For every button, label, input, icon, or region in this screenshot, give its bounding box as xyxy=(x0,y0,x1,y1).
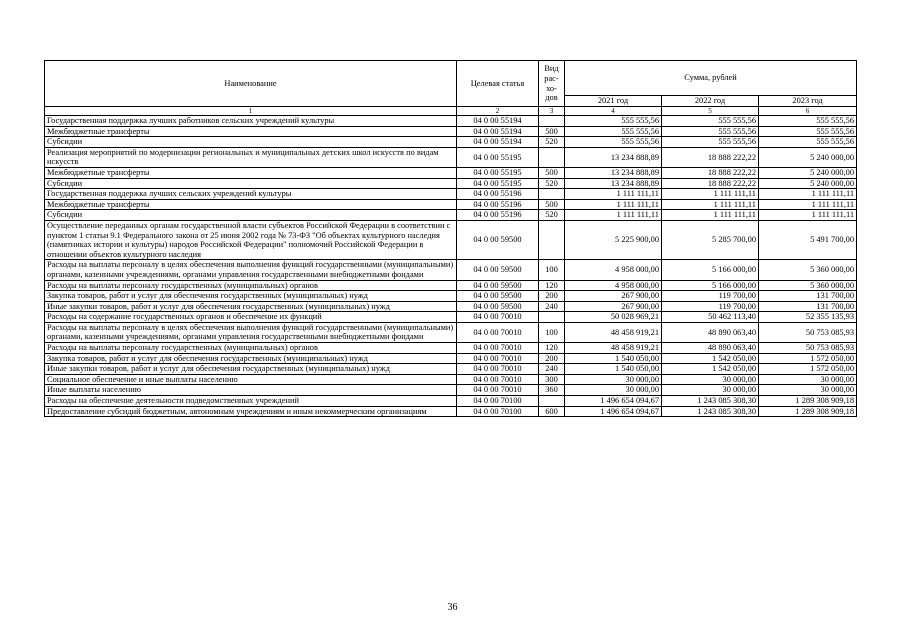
table-row xyxy=(45,147,857,167)
row-target-code: 04 0 00 70010 xyxy=(457,312,539,323)
row-sum-2022: 1 111 111,11 xyxy=(662,210,759,221)
row-sum-2023: 1 111 111,11 xyxy=(759,199,857,210)
table-row xyxy=(45,210,857,221)
row-expense-type: 300 xyxy=(539,374,565,385)
row-expense-type: 100 xyxy=(539,260,565,280)
page-number: 36 xyxy=(447,602,458,613)
row-sum-2022: 119 700,00 xyxy=(662,291,759,302)
row-expense-type: 500 xyxy=(539,126,565,137)
table-row xyxy=(45,364,857,375)
row-expense-type: 520 xyxy=(539,137,565,148)
row-sum-2023: 1 111 111,11 xyxy=(759,210,857,221)
header-target: Целевая статья xyxy=(457,61,539,107)
row-name: Закупка товаров, работ и услуг для обеспечения государственных (муниципальных) нужд xyxy=(45,291,457,302)
row-expense-type: 600 xyxy=(539,406,565,417)
row-sum-2021: 555 555,56 xyxy=(565,126,662,137)
row-expense-type: 520 xyxy=(539,178,565,189)
row-expense-type xyxy=(539,116,565,127)
row-expense-type xyxy=(539,396,565,407)
row-name: Иные закупки товаров, работ и услуг для обеспечения государственных (муниципальных) нужд xyxy=(45,301,457,312)
row-sum-2021: 13 234 888,89 xyxy=(565,178,662,189)
table-row xyxy=(45,137,857,148)
row-sum-2023: 52 355 135,93 xyxy=(759,312,857,323)
row-target-code: 04 0 00 70010 xyxy=(457,322,539,342)
row-expense-type: 520 xyxy=(539,210,565,221)
row-target-code: 04 0 00 55196 xyxy=(457,189,539,200)
row-sum-2022: 555 555,56 xyxy=(662,116,759,127)
row-target-code: 04 0 00 55196 xyxy=(457,199,539,210)
row-expense-type: 360 xyxy=(539,385,565,396)
row-name: Предоставление субсидий бюджетным, автономным учреждениям и иным некоммерческим организациям xyxy=(45,406,457,417)
row-sum-2023: 555 555,56 xyxy=(759,126,857,137)
table-row xyxy=(45,374,857,385)
row-target-code: 04 0 00 70010 xyxy=(457,385,539,396)
row-sum-2021: 30 000,00 xyxy=(565,374,662,385)
row-target-code: 04 0 00 59500 xyxy=(457,280,539,291)
row-sum-2021: 48 458 919,21 xyxy=(565,322,662,342)
row-sum-2022: 48 890 063,40 xyxy=(662,343,759,354)
header-2021: 2021 год xyxy=(565,96,662,107)
row-sum-2021: 50 028 969,21 xyxy=(565,312,662,323)
row-sum-2021: 4 958 000,00 xyxy=(565,280,662,291)
row-sum-2021: 555 555,56 xyxy=(565,116,662,127)
row-sum-2022: 119 700,00 xyxy=(662,301,759,312)
row-sum-2023: 5 240 000,00 xyxy=(759,147,857,167)
row-name: Закупка товаров, работ и услуг для обеспечения государственных (муниципальных) нужд xyxy=(45,353,457,364)
table-row xyxy=(45,301,857,312)
header-row xyxy=(45,61,857,96)
row-name: Расходы на выплаты персоналу в целях обеспечения выполнения функций государственными (муниципальными) органами, казенными учреждениями, органами управления государственными внебюджетными фондами xyxy=(45,322,457,342)
row-expense-type: 100 xyxy=(539,322,565,342)
row-name: Государственная поддержка лучших работников сельских учреждений культуры xyxy=(45,116,457,127)
row-target-code: 04 0 00 55194 xyxy=(457,126,539,137)
row-sum-2022: 1 542 050,00 xyxy=(662,364,759,375)
row-sum-2023: 30 000,00 xyxy=(759,374,857,385)
row-target-code: 04 0 00 59500 xyxy=(457,260,539,280)
row-name: Межбюджетные трансферты xyxy=(45,167,457,178)
row-target-code: 04 0 00 70100 xyxy=(457,396,539,407)
row-name: Иные выплаты населению xyxy=(45,385,457,396)
row-target-code: 04 0 00 70010 xyxy=(457,374,539,385)
row-name: Субсидии xyxy=(45,137,457,148)
row-sum-2023: 1 111 111,11 xyxy=(759,189,857,200)
row-sum-2021: 267 900,00 xyxy=(565,291,662,302)
row-sum-2021: 1 540 050,00 xyxy=(565,353,662,364)
row-sum-2022: 555 555,56 xyxy=(662,126,759,137)
row-name: Субсидии xyxy=(45,210,457,221)
row-sum-2021: 13 234 888,89 xyxy=(565,167,662,178)
row-name: Государственная поддержка лучших сельских учреждений культуры xyxy=(45,189,457,200)
row-name: Расходы на обеспечение деятельности подведомственных учреждений xyxy=(45,396,457,407)
row-sum-2021: 1 540 050,00 xyxy=(565,364,662,375)
row-target-code: 04 0 00 55195 xyxy=(457,167,539,178)
table-row xyxy=(45,116,857,127)
column-index-row xyxy=(45,107,857,116)
row-sum-2021: 5 225 900,00 xyxy=(565,220,662,259)
row-sum-2021: 13 234 888,89 xyxy=(565,147,662,167)
row-sum-2021: 1 111 111,11 xyxy=(565,189,662,200)
row-target-code: 04 0 00 59500 xyxy=(457,301,539,312)
column-index: 6 xyxy=(759,107,857,116)
row-name: Иные закупки товаров, работ и услуг для обеспечения государственных (муниципальных) нужд xyxy=(45,364,457,375)
row-sum-2023: 50 753 085,93 xyxy=(759,343,857,354)
row-name: Межбюджетные трансферты xyxy=(45,199,457,210)
row-target-code: 04 0 00 55194 xyxy=(457,137,539,148)
column-index: 1 xyxy=(45,107,457,116)
table-row xyxy=(45,260,857,280)
row-sum-2023: 30 000,00 xyxy=(759,385,857,396)
table-row xyxy=(45,353,857,364)
row-target-code: 04 0 00 70010 xyxy=(457,343,539,354)
header-name: Наименование xyxy=(45,61,457,107)
table-row xyxy=(45,178,857,189)
row-name: Реализация мероприятий по модернизации региональных и муниципальных детских школ искусств по видам искусств xyxy=(45,147,457,167)
row-sum-2021: 30 000,00 xyxy=(565,385,662,396)
row-name: Расходы на выплаты персоналу государственных (муниципальных) органов xyxy=(45,280,457,291)
row-sum-2022: 1 542 050,00 xyxy=(662,353,759,364)
row-sum-2022: 18 888 222,22 xyxy=(662,178,759,189)
table-row xyxy=(45,385,857,396)
row-sum-2023: 1 572 050,00 xyxy=(759,353,857,364)
row-sum-2021: 4 958 000,00 xyxy=(565,260,662,280)
row-expense-type xyxy=(539,220,565,259)
table-body xyxy=(45,116,857,417)
row-expense-type xyxy=(539,147,565,167)
header-sum: Сумма, рублей xyxy=(565,61,857,96)
row-name: Социальное обеспечение и иные выплаты населению xyxy=(45,374,457,385)
row-target-code: 04 0 00 70010 xyxy=(457,364,539,375)
row-sum-2022: 555 555,56 xyxy=(662,137,759,148)
row-sum-2023: 5 360 000,00 xyxy=(759,260,857,280)
row-sum-2023: 1 289 308 909,18 xyxy=(759,406,857,417)
column-index: 3 xyxy=(539,107,565,116)
row-name: Расходы на выплаты персоналу в целях обеспечения выполнения функций государственными (муниципальными) органами, казенными учреждениями, органами управления государственными внебюджетными фондами xyxy=(45,260,457,280)
row-expense-type: 240 xyxy=(539,301,565,312)
row-expense-type xyxy=(539,312,565,323)
table-row xyxy=(45,280,857,291)
row-sum-2022: 5 166 000,00 xyxy=(662,280,759,291)
row-name: Межбюджетные трансферты xyxy=(45,126,457,137)
row-expense-type: 120 xyxy=(539,343,565,354)
row-sum-2021: 48 458 919,21 xyxy=(565,343,662,354)
row-expense-type: 500 xyxy=(539,199,565,210)
table-row xyxy=(45,199,857,210)
row-expense-type: 200 xyxy=(539,353,565,364)
row-sum-2022: 18 888 222,22 xyxy=(662,147,759,167)
row-target-code: 04 0 00 70010 xyxy=(457,353,539,364)
row-expense-type: 240 xyxy=(539,364,565,375)
row-name: Субсидии xyxy=(45,178,457,189)
table-row xyxy=(45,189,857,200)
table-row xyxy=(45,220,857,259)
row-sum-2023: 1 289 308 909,18 xyxy=(759,396,857,407)
row-expense-type xyxy=(539,189,565,200)
row-sum-2023: 131 700,00 xyxy=(759,301,857,312)
row-sum-2021: 1 496 654 094,67 xyxy=(565,406,662,417)
row-sum-2022: 18 888 222,22 xyxy=(662,167,759,178)
row-target-code: 04 0 00 70100 xyxy=(457,406,539,417)
header-2023: 2023 год xyxy=(759,96,857,107)
row-sum-2023: 5 491 700,00 xyxy=(759,220,857,259)
row-sum-2022: 1 111 111,11 xyxy=(662,199,759,210)
row-sum-2021: 1 496 654 094,67 xyxy=(565,396,662,407)
budget-table xyxy=(44,60,857,417)
row-target-code: 04 0 00 55195 xyxy=(457,178,539,189)
row-target-code: 04 0 00 59500 xyxy=(457,291,539,302)
row-sum-2021: 555 555,56 xyxy=(565,137,662,148)
row-sum-2022: 1 243 085 308,30 xyxy=(662,396,759,407)
table-row xyxy=(45,167,857,178)
row-expense-type: 120 xyxy=(539,280,565,291)
row-expense-type: 500 xyxy=(539,167,565,178)
row-sum-2022: 30 000,00 xyxy=(662,374,759,385)
row-sum-2023: 5 240 000,00 xyxy=(759,167,857,178)
row-name: Осуществление переданных органам государственной власти субъектов Российской Федерации в соответствии с пунктом 1 статьи 9.1 Федерального закона от 25 июня 2002 года № 73-ФЗ "Об объектах культурного наследия (памятниках истории и культуры) народов Российской Федерации" полномочий Российской Федерации в отношении объектов культурного наследия xyxy=(45,220,457,259)
row-sum-2022: 48 890 063,40 xyxy=(662,322,759,342)
row-name: Расходы на выплаты персоналу государственных (муниципальных) органов xyxy=(45,343,457,354)
header-vid: Вид рас- хо- дов xyxy=(539,61,565,107)
row-sum-2023: 131 700,00 xyxy=(759,291,857,302)
table-row xyxy=(45,406,857,417)
row-name: Расходы на содержание государственных органов и обеспечение их функций xyxy=(45,312,457,323)
row-sum-2021: 1 111 111,11 xyxy=(565,210,662,221)
row-sum-2023: 5 360 000,00 xyxy=(759,280,857,291)
row-sum-2023: 555 555,56 xyxy=(759,137,857,148)
table-row xyxy=(45,322,857,342)
column-index: 4 xyxy=(565,107,662,116)
row-target-code: 04 0 00 55195 xyxy=(457,147,539,167)
row-sum-2023: 5 240 000,00 xyxy=(759,178,857,189)
row-sum-2023: 50 753 085,93 xyxy=(759,322,857,342)
row-sum-2023: 555 555,56 xyxy=(759,116,857,127)
table-row xyxy=(45,312,857,323)
header-2022: 2022 год xyxy=(662,96,759,107)
row-sum-2022: 50 462 113,40 xyxy=(662,312,759,323)
row-target-code: 04 0 00 59500 xyxy=(457,220,539,259)
table-row xyxy=(45,291,857,302)
table-row xyxy=(45,343,857,354)
row-target-code: 04 0 00 55196 xyxy=(457,210,539,221)
column-index: 5 xyxy=(662,107,759,116)
row-sum-2021: 267 900,00 xyxy=(565,301,662,312)
column-index: 2 xyxy=(457,107,539,116)
row-expense-type: 200 xyxy=(539,291,565,302)
row-target-code: 04 0 00 55194 xyxy=(457,116,539,127)
row-sum-2022: 5 166 000,00 xyxy=(662,260,759,280)
row-sum-2023: 1 572 050,00 xyxy=(759,364,857,375)
row-sum-2022: 30 000,00 xyxy=(662,385,759,396)
table-row xyxy=(45,396,857,407)
row-sum-2022: 5 285 700,00 xyxy=(662,220,759,259)
row-sum-2022: 1 243 085 308,30 xyxy=(662,406,759,417)
row-sum-2021: 1 111 111,11 xyxy=(565,199,662,210)
row-sum-2022: 1 111 111,11 xyxy=(662,189,759,200)
table-row xyxy=(45,126,857,137)
